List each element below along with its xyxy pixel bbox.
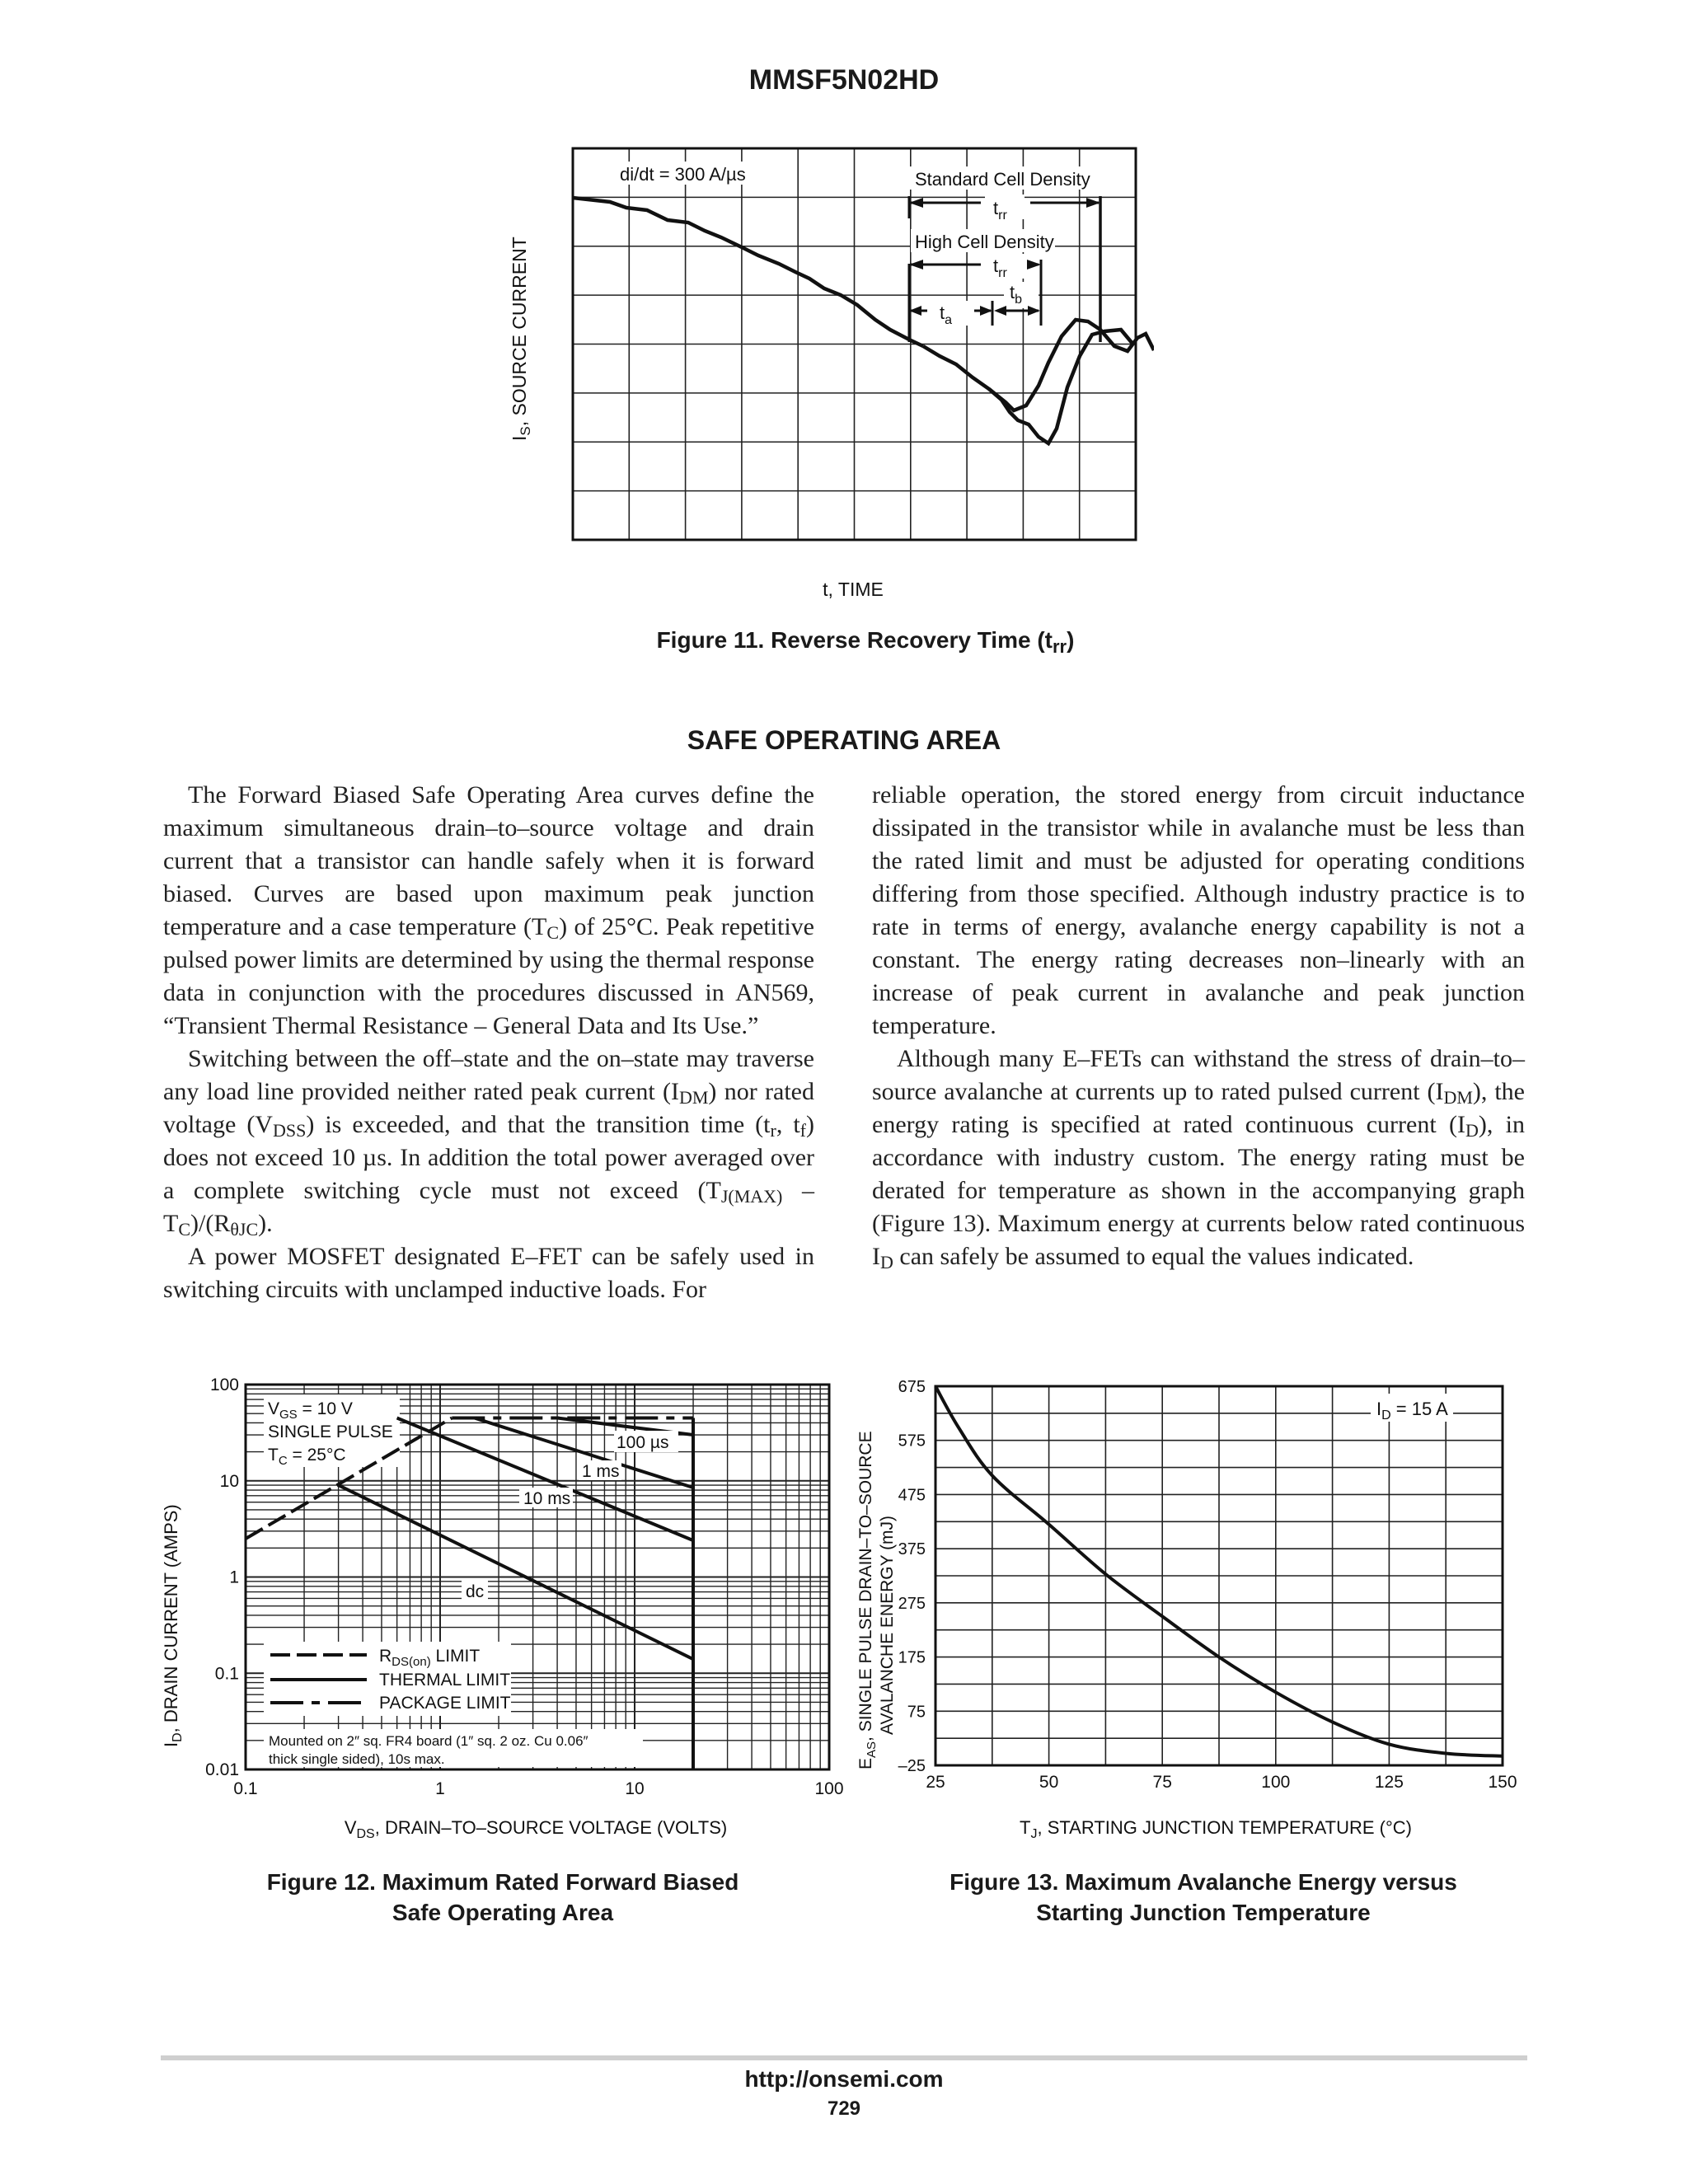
figure11-tb: $t_b$ <box>1010 282 1023 307</box>
figure12-x-tick-label: 100 <box>814 1779 844 1798</box>
figure12-x-label: $V_{DS}$, DRAIN–TO–SOURCE VOLTAGE (VOLTS) <box>344 1817 728 1841</box>
legend-package-label: PACKAGE LIMIT <box>379 1694 511 1713</box>
figure12-x-tick-label: 0.1 <box>233 1779 258 1798</box>
section-title: SAFE OPERATING AREA <box>687 725 1001 755</box>
figure11-trr-high: $t_{rr}$ <box>993 255 1007 280</box>
figure13-x-tick-label: 100 <box>1261 1773 1291 1792</box>
figure11-trr-standard: $t_{rr}$ <box>993 198 1007 223</box>
figure13-y-tick-label: 475 <box>898 1486 926 1505</box>
figure13-y-tick-label: 175 <box>898 1648 926 1667</box>
figure11-standard-waveform <box>923 320 1154 410</box>
figure13-y-tick-label: 75 <box>907 1703 926 1722</box>
figure11-standard-label: Standard Cell Density <box>915 169 1090 190</box>
figure11-grid <box>573 148 1136 540</box>
figure13-x-tick-label: 25 <box>926 1773 945 1792</box>
figure13-x-tick-label: 125 <box>1374 1773 1404 1792</box>
figure13-x-tick-label: 50 <box>1039 1773 1059 1792</box>
figure12-label-dc: dc <box>466 1582 485 1601</box>
footer-divider <box>161 2055 1527 2060</box>
figure13-y-ticks <box>898 1378 926 1775</box>
figure13-y-label-1: $E_{AS}$, SINGLE PULSE DRAIN–TO–SOURCE <box>856 1431 879 1769</box>
footer-url[interactable]: http://onsemi.com <box>744 2066 944 2092</box>
figure13-y-tick-label: 575 <box>898 1432 926 1451</box>
figure13-x-ticks <box>926 1773 1517 1792</box>
figure13-id-label: $I_D = 15$ A <box>1376 1399 1448 1422</box>
figure11-didt-label: di/dt = 300 A/µs <box>620 164 746 185</box>
figure12-cond-tc: $T_C = 25^\circ C$ <box>268 1446 346 1468</box>
figure13-y-tick-label: 675 <box>898 1378 926 1396</box>
legend-rds-label: $R_{DS(on)}$ LIMIT <box>379 1647 481 1669</box>
figure11-common-waveform <box>573 198 923 346</box>
figure12-x-ticks <box>233 1779 843 1798</box>
figure13-x-tick-label: 150 <box>1488 1773 1517 1792</box>
figure12-note-2: thick single sided), 10s max. <box>269 1751 445 1767</box>
figure12-y-tick-label: 1 <box>229 1568 239 1587</box>
figure12-x-tick-label: 10 <box>625 1779 645 1798</box>
left-paragraph-3: A power MOSFET designated E–FET can be safely used in switching circuits with unclamped inductive loads. For <box>163 1243 814 1303</box>
figure12-y-ticks <box>205 1376 239 1779</box>
figure13-y-label-2: AVALANCHE ENERGY (mJ) <box>878 1515 897 1735</box>
figure13-y-tick-label: –25 <box>898 1757 926 1775</box>
figure11-high-label: High Cell Density <box>915 232 1054 252</box>
figure12-y-tick-label: 0.1 <box>214 1664 239 1684</box>
figure11-x-label: t, TIME <box>823 579 884 600</box>
body-left-column <box>163 779 814 1306</box>
legend-thermal-label: THERMAL LIMIT <box>379 1671 511 1690</box>
right-paragraph-1: reliable operation, the stored energy from circuit inductance dissipated in the transistor while in avalanche must be less than the rated limit and must be adjusted for operating conditions differing from those specified. Although industry practice is to rate in terms of energy, avalanche energy capability is not a constant. The energy rating decreases non–linearly with an increase of peak current in avalanche and peak junction temperature. <box>872 781 1525 1039</box>
left-paragraph-2: Switching between the off–state and the on–state may traverse any load line provided neither rated peak current $(I_{DM})$ nor rated voltage $(V_{DSS})$ is exceeded, and that the transition time ($t_r$, $t_f$) does not exceed 10 µs. In addition the total power averaged over a complete switching cycle must not exceed $(T_{J(MAX)} - T_C)/(R_{\theta JC})$. <box>163 1045 814 1240</box>
figure11-high-waveform <box>989 330 1133 443</box>
figure12-dc-line <box>339 1485 693 1659</box>
page-number: 729 <box>827 2097 861 2120</box>
figure13-caption: Figure 13. Maximum Avalanche Energy versus Starting Junction Temperature <box>950 1869 1457 1925</box>
figure13-y-tick-label: 375 <box>898 1540 926 1559</box>
figure12-y-label: $I_D$, DRAIN CURRENT (AMPS) <box>161 1504 185 1747</box>
figure13-y-tick-label: 275 <box>898 1594 926 1613</box>
figure12-note-1: Mounted on 2″ sq. FR4 board (1″ sq. 2 oz. Cu 0.06″ <box>269 1733 588 1749</box>
figure12-y-tick-label: 100 <box>209 1376 239 1394</box>
figure11-caption: Figure 11. Reverse Recovery Time $(t_{rr})$ <box>656 627 1075 657</box>
figure12-label-10ms: 10 ms <box>523 1489 571 1508</box>
right-paragraph-2: Although many E–FETs can withstand the stress of drain–to–source avalanche at currents up to rated pulsed current $(I_{DM})$, the energy rating is specified at rated continuous current $(I_D)$, in accordance with industry custom. The energy rating must be derated for temperature as shown in the accompanying graph (Figure 13). Maximum energy at currents below rated continuous $I_D$ can safely be assumed to equal the values indicated. <box>872 1045 1526 1272</box>
figure12-chart <box>148 1360 857 1854</box>
figure13-grid <box>935 1386 1503 1765</box>
figure13-x-label: $T_J$, STARTING JUNCTION TEMPERATURE (°C) <box>1020 1817 1412 1841</box>
figure11-y-label: $I_S$, SOURCE CURRENT <box>509 237 533 441</box>
figure12-y-tick-label: 10 <box>219 1471 239 1491</box>
figure11-chart <box>495 140 1154 602</box>
body-right-column <box>872 779 1525 1273</box>
figure13-chart <box>837 1364 1537 1850</box>
figure11-ta: $t_a$ <box>940 302 953 327</box>
figure12-x-tick-label: 1 <box>435 1779 445 1798</box>
figure12-label-1ms: 1 ms <box>582 1462 620 1481</box>
part-number-header: MMSF5N02HD <box>748 64 940 96</box>
figure12-label-100us: 100 µs <box>617 1433 669 1452</box>
figure12-caption: Figure 12. Maximum Rated Forward Biased Safe Operating Area <box>266 1869 739 1925</box>
figure12-cond-pulse: SINGLE PULSE <box>268 1422 393 1441</box>
figure12-cond-vgs: $V_{GS} = 10$ V <box>268 1399 353 1422</box>
figure12-y-tick-label: 0.01 <box>205 1760 239 1779</box>
left-paragraph-1: The Forward Biased Safe Operating Area curves define the maximum simultaneous drain–to–source voltage and drain current that a transistor can handle safely when it is forward biased. Curves are based upon maximum peak junction temperature and a case temperature $(T_C)$ of 25°C. Peak repetitive pulsed power limits are determined by using the thermal response data in conjunction with the procedures discussed in AN569, “Transient Thermal Resistance – General Data and Its Use.” <box>163 781 814 1039</box>
figure13-x-tick-label: 75 <box>1152 1773 1172 1792</box>
